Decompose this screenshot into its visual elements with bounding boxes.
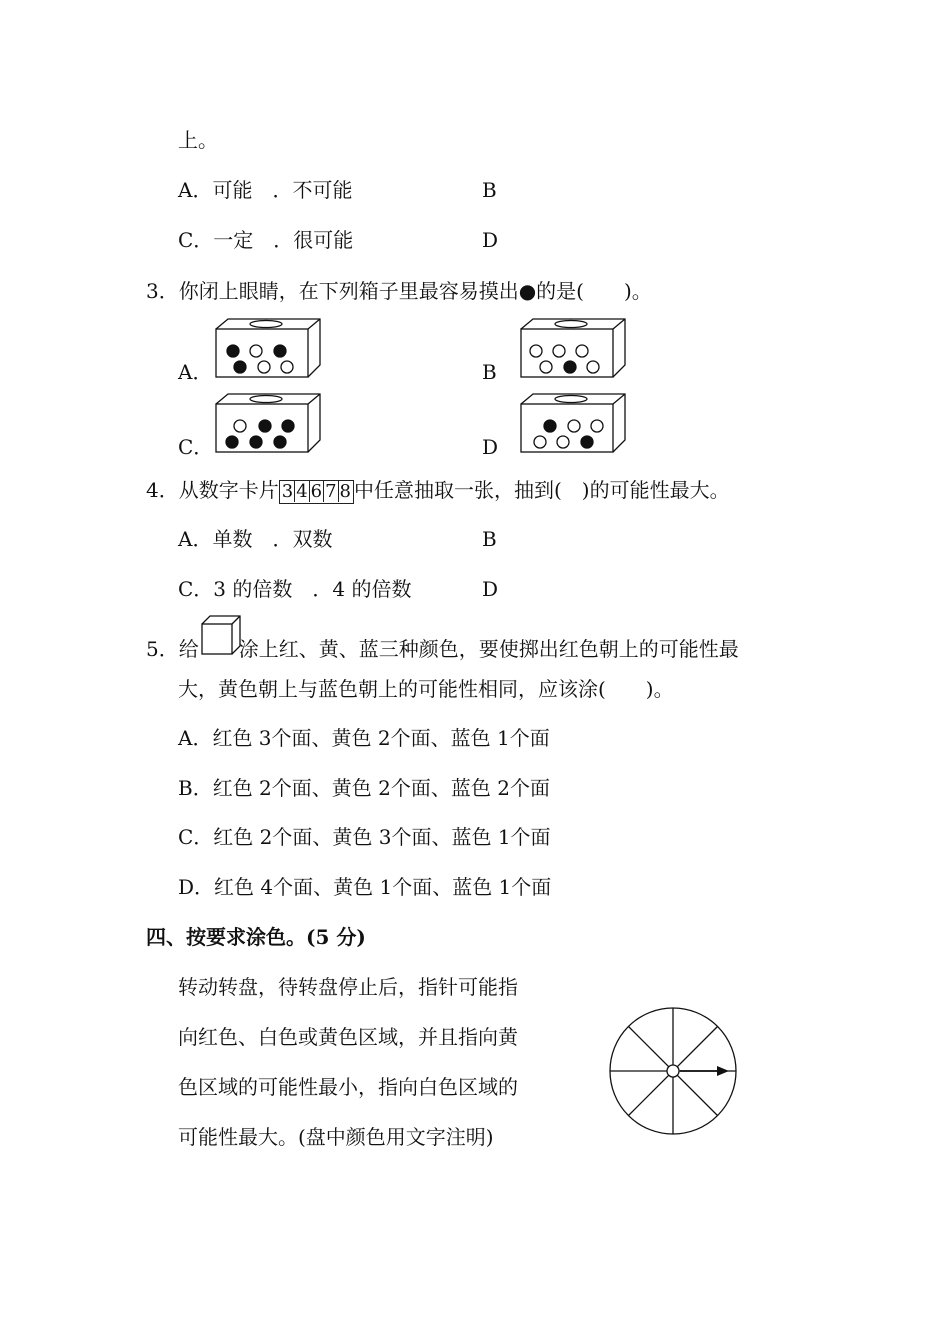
q4-option-b-letter: B: [482, 527, 497, 551]
q5-option-c: C．红色 2个面、黄色 3个面、蓝色 1个面: [178, 825, 551, 849]
section4-text-line-1: 转动转盘，待转盘停止后，指针可能指: [178, 975, 518, 999]
number-cards: [279, 480, 354, 504]
q5-option-a: A．红色 3个面、黄色 2个面、蓝色 1个面: [178, 726, 550, 750]
q2-option-b-letter: B: [482, 178, 497, 202]
box-a-figure: [210, 315, 325, 381]
q5-option-d: D．红色 4个面、黄色 1个面、蓝色 1个面: [178, 875, 552, 899]
q2-option-row-1: A．可能 ．不可能: [178, 178, 353, 202]
number-card: 3: [281, 481, 294, 502]
number-card: 7: [325, 481, 337, 502]
q3-label-d: D: [482, 435, 499, 459]
spinner-wheel: [605, 1005, 745, 1141]
number-card: 8: [339, 481, 351, 502]
number-card: 4: [296, 481, 308, 502]
q5-stem-line-2: 大，黄色朝上与蓝色朝上的可能性相同，应该涂( )。: [178, 677, 674, 701]
box-d-figure: [515, 390, 630, 456]
q4-option-row-1: A．单数 ．双数: [178, 527, 333, 551]
section4-text-line-3: 色区域的可能性最小，指向白色区域的: [178, 1075, 518, 1099]
box-b-figure: [515, 315, 630, 381]
section4-text-line-4: 可能性最大。(盘中颜色用文字注明): [178, 1125, 494, 1149]
pointer-arrow-icon: [717, 1066, 729, 1076]
box-c-figure: [210, 390, 325, 456]
q3-label-a: A．: [178, 360, 213, 384]
q4-stem-after: 中任意抽取一张，抽到( )的可能性最大。: [354, 478, 730, 502]
cube-icon: [200, 614, 242, 656]
q5-option-b: B．红色 2个面、黄色 2个面、蓝色 2个面: [178, 776, 550, 800]
q5-stem-before: 5．给: [146, 637, 199, 661]
section-heading: 四、按要求涂色。(5 分): [146, 925, 366, 949]
q2-option-row-2: C．一定 ．很可能: [178, 228, 354, 252]
q2-option-d-letter: D: [482, 228, 499, 252]
q4-stem: [146, 476, 730, 504]
q4-stem-before: 4．从数字卡片: [146, 478, 279, 502]
number-card: 6: [310, 481, 323, 502]
q3-label-c: C．: [178, 435, 214, 459]
q4-option-d-letter: D: [482, 577, 499, 601]
q3-label-b: B: [482, 360, 497, 384]
q5-stem-after: 涂上红、黄、蓝三种颜色，要使掷出红色朝上的可能性最: [238, 637, 739, 661]
q3-stem: 3．你闭上眼睛，在下列箱子里最容易摸出●的是( )。: [146, 279, 652, 303]
section4-text-line-2: 向红色、白色或黄色区域，并且指向黄: [178, 1025, 518, 1049]
spinner-hub: [667, 1065, 679, 1077]
q4-option-row-2: C．3 的倍数 ．4 的倍数: [178, 577, 412, 601]
q2-continuation: 上。: [178, 128, 218, 152]
